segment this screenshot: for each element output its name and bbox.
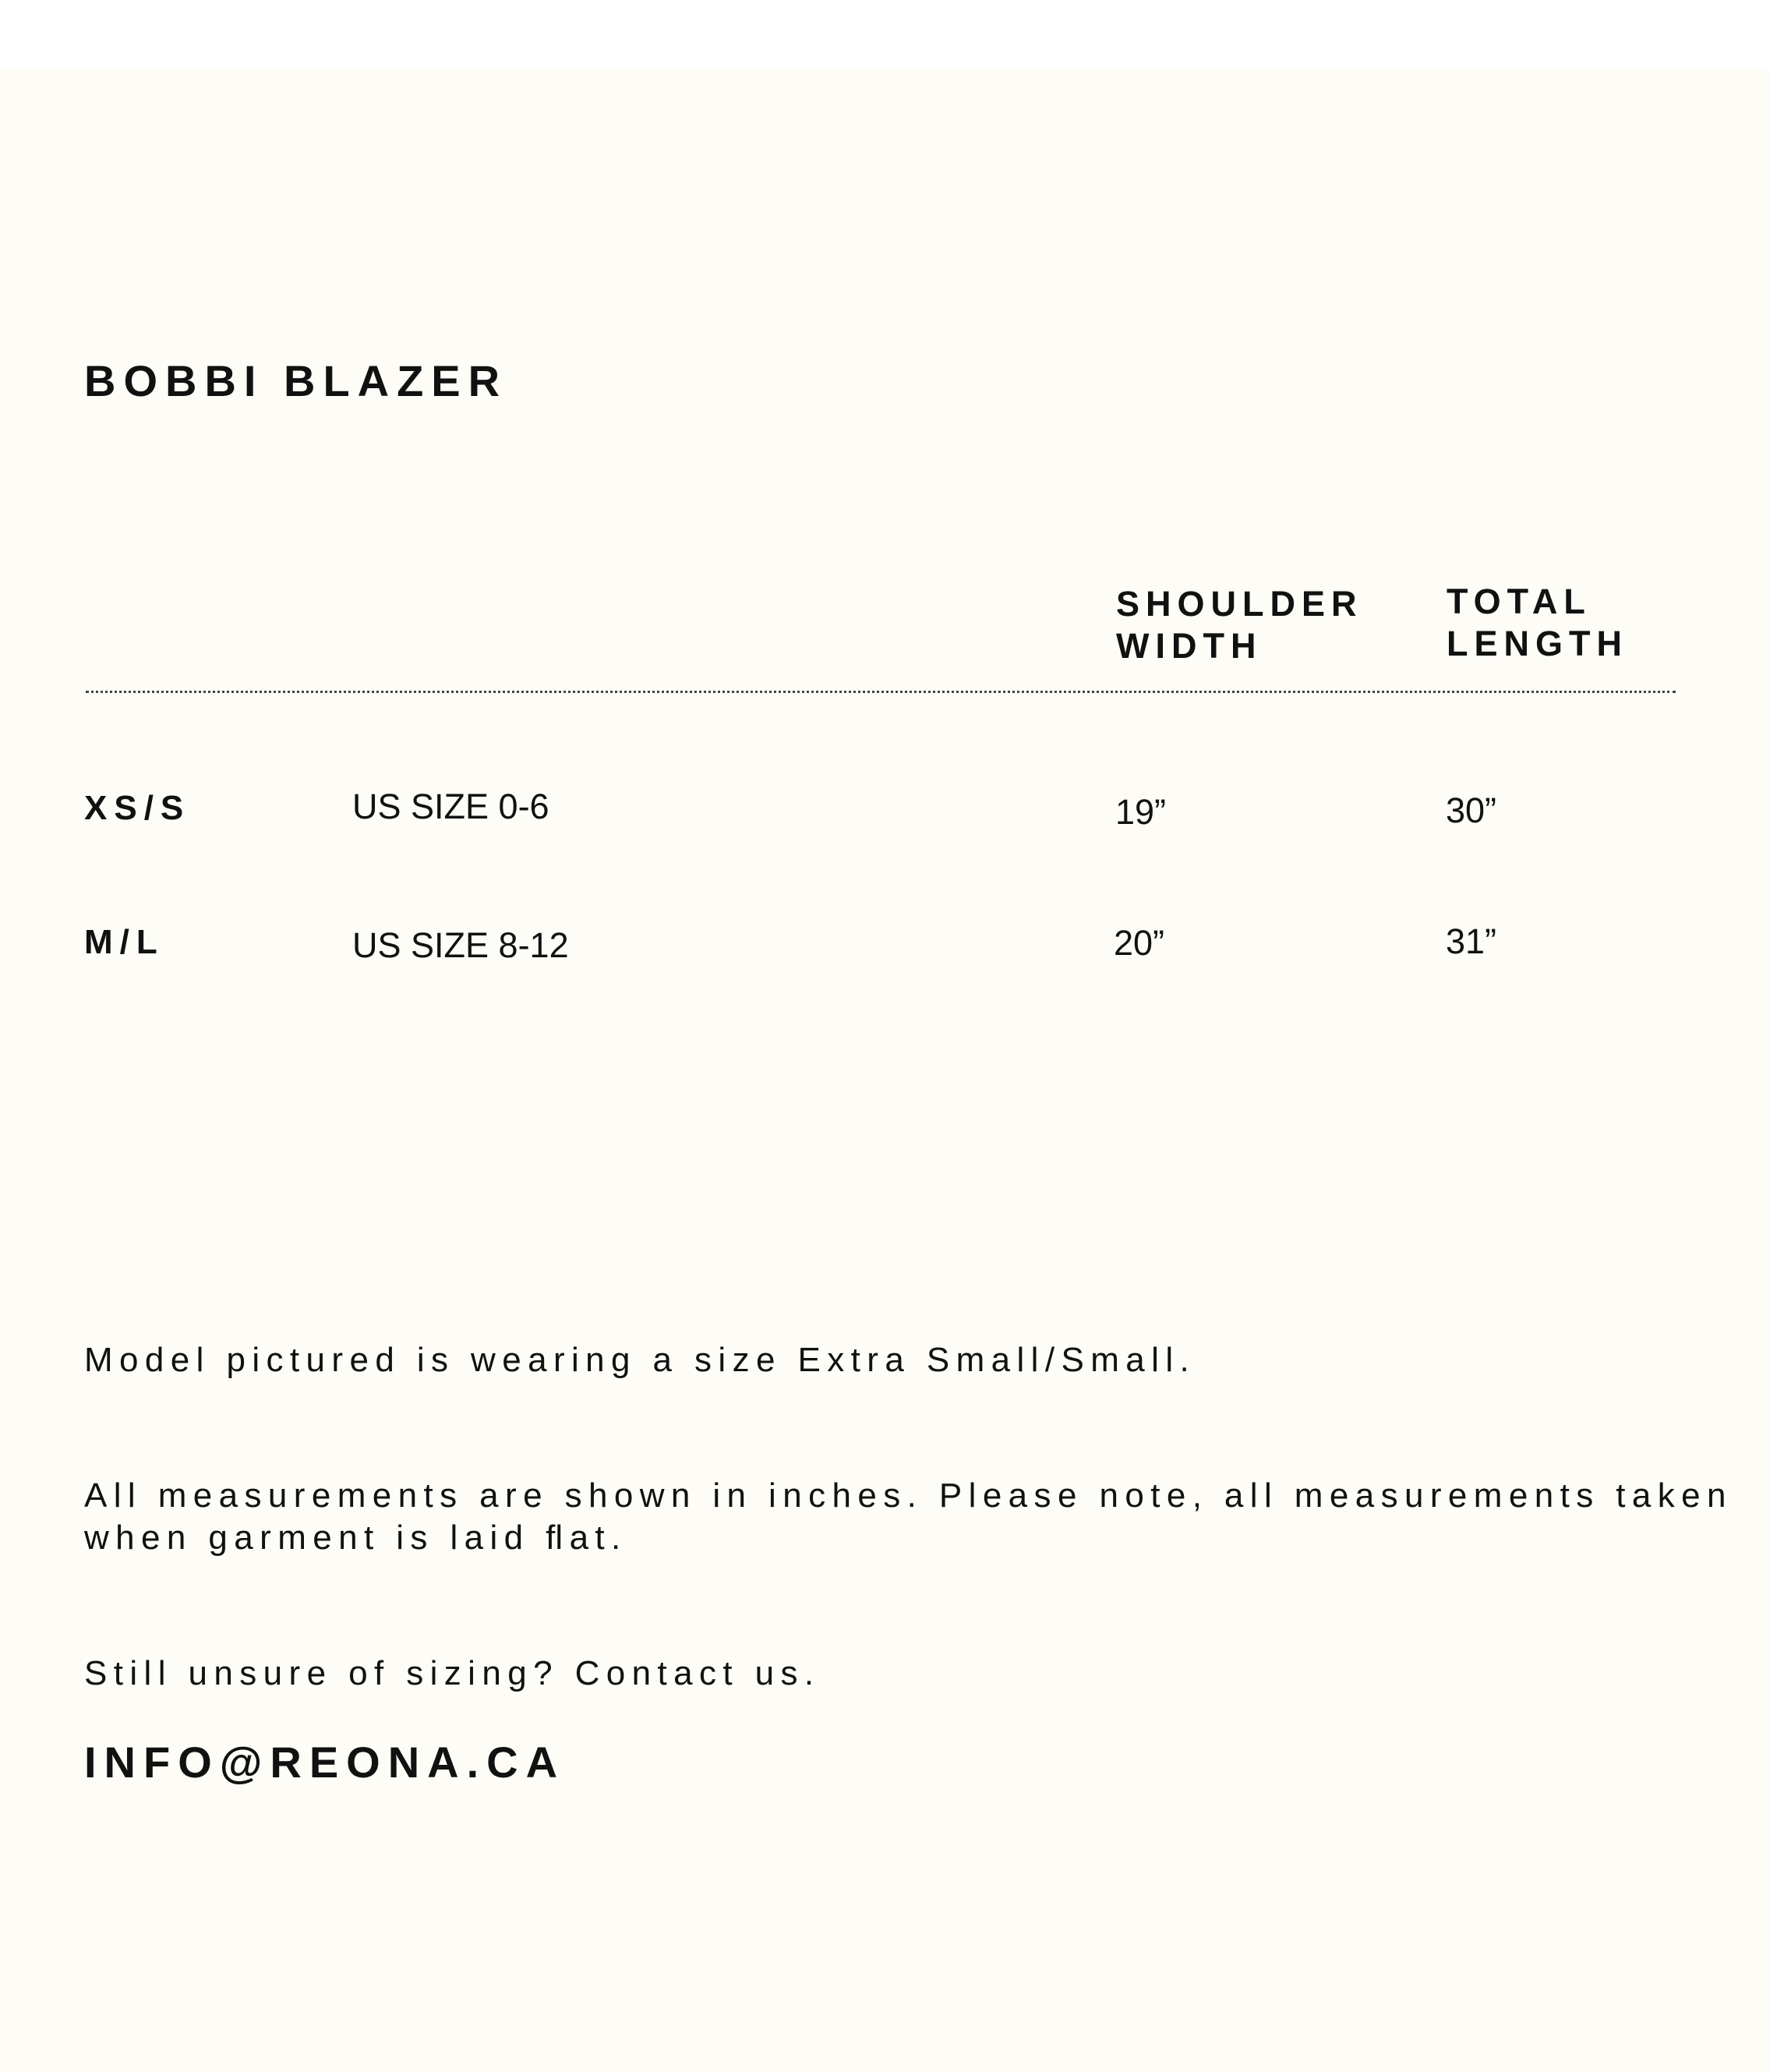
header-total-length-line-1: TOTAL — [1447, 582, 1591, 621]
size-chart-sheet — [0, 69, 1769, 2072]
measurements-note-line-2: when garment is laid ﬂat. — [84, 1519, 627, 1557]
size-label: XS/S — [84, 789, 191, 827]
header-shoulder-width — [1116, 583, 1363, 667]
model-size-note: Model pictured is wearing a size Extra Small/Small. — [84, 1341, 1196, 1379]
us-size: US SIZE 0-6 — [352, 787, 549, 826]
measurements-note — [84, 1475, 1733, 1559]
contact-email-link[interactable]: INFO@REONA.CA — [84, 1738, 566, 1787]
us-size: US SIZE 8-12 — [352, 925, 569, 965]
total-length-value: 31” — [1446, 921, 1497, 961]
header-shoulder-width-line-1: SHOULDER — [1116, 584, 1363, 624]
header-total-length — [1447, 581, 1628, 665]
header-shoulder-width-line-2: WIDTH — [1116, 626, 1263, 666]
header-total-length-line-2: LENGTH — [1447, 624, 1628, 663]
measurements-note-line-1: All measurements are shown in inches. Please note, all measurements taken — [84, 1476, 1733, 1515]
table-divider — [86, 691, 1676, 693]
total-length-value: 30” — [1446, 790, 1497, 830]
size-label: M/L — [84, 923, 164, 961]
shoulder-width-value: 20” — [1114, 923, 1165, 963]
shoulder-width-value: 19” — [1115, 792, 1167, 832]
product-title: BOBBI BLAZER — [84, 356, 508, 405]
contact-note: Still unsure of sizing? Contact us. — [84, 1654, 821, 1692]
